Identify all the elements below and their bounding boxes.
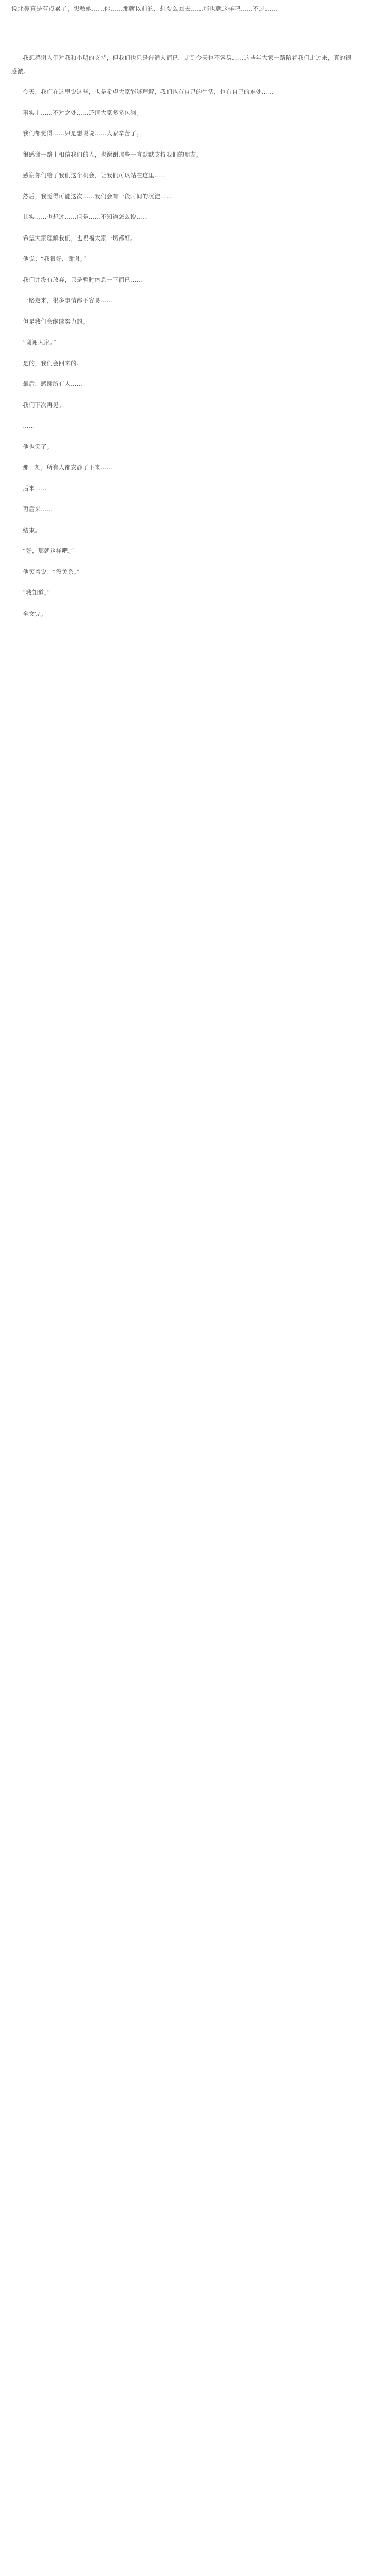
paragraph: “我知道。” (23, 589, 51, 596)
paragraph: 他也笑了。 (23, 443, 53, 450)
paragraph: 全文完。 (23, 610, 47, 617)
paragraph: 最后，感谢所有人…… (23, 381, 83, 387)
paragraph: …… (23, 422, 35, 429)
paragraph: 那一刻，所有人都安静了下来…… (23, 464, 113, 471)
paragraph: 但是我们会继续努力的。 (23, 318, 89, 325)
paragraph: 我们下次再见。 (23, 401, 65, 409)
paragraph: 希望大家理解我们，也祝福大家一切都好。 (23, 234, 137, 242)
paragraph: 后来…… (23, 485, 47, 492)
article-body (11, 52, 355, 628)
paragraph: 今天，我们在这里说这些，也是希望大家能够理解，我们也有自己的生活，也有自己的难处…… (23, 89, 274, 95)
paragraph: 再后来…… (23, 506, 53, 513)
paragraph: 感谢你们给了我们这个机会，让我们可以站在这里…… (23, 172, 167, 179)
paragraph: 我们都觉得……只是想说说……大家辛苦了。 (23, 130, 143, 137)
paragraph: 一路走来，很多事情都不容易…… (23, 297, 113, 304)
paragraph: 他笑着说：“没关系。” (23, 568, 80, 575)
paragraph: 很感谢一路上相信我们的人，也谢谢那些一直默默支持我们的朋友。 (23, 151, 203, 158)
paragraph: 然后，我觉得可能这次……我们会有一段时间的沉淀…… (23, 193, 173, 200)
paragraph: 我想感谢人们对我和小明的支持，但我们也只是普通人而已，走到今天也不容易……这些年大家一路陪着我们走过来，真的很感激。 (11, 55, 352, 75)
paragraph: “谢谢大家。” (23, 339, 57, 346)
paragraph: 我们并没有放弃，只是暂时休息一下而已…… (23, 276, 143, 283)
paragraph: “好，那就这样吧。” (23, 548, 74, 554)
paragraph: 结束。 (23, 527, 41, 534)
paragraph: 其实……也想过……但是……不知道怎么说…… (23, 214, 148, 221)
paragraph: 他说：“我很好，谢谢。” (23, 256, 87, 262)
intro-text: 说北鼻真是有点累了，想教她……你……那就以前的，想要么回去……那也就这样吧……不过…… (11, 5, 278, 12)
paragraph: 是的，我们会回来的。 (23, 360, 83, 367)
paragraph: 事实上……不对之处……还请大家多多包涵。 (23, 109, 143, 116)
